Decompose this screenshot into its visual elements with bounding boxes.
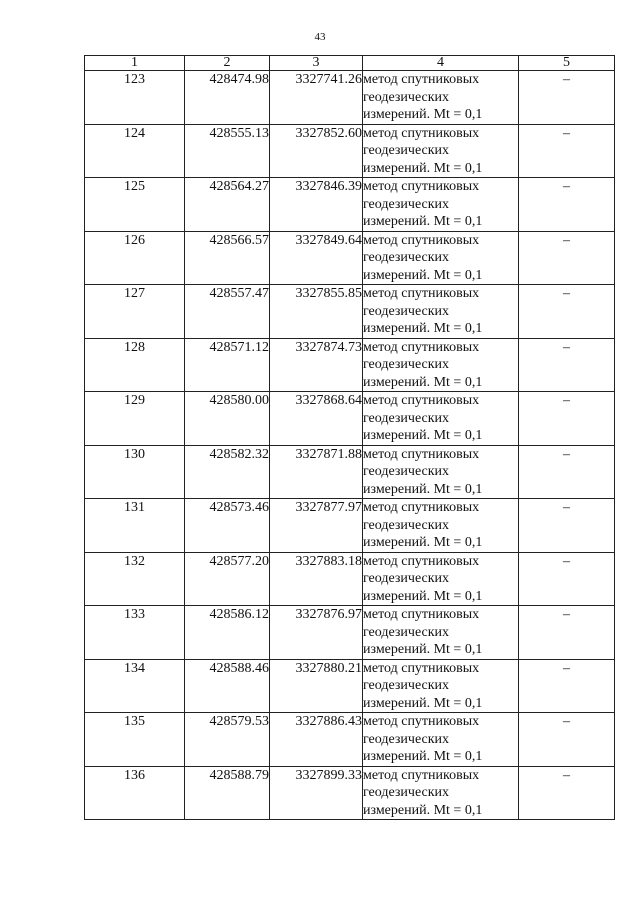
y-coordinate-cell: 3327883.18: [270, 552, 363, 606]
method-line: геодезических: [363, 571, 450, 586]
table-row: [85, 71, 615, 125]
x-coordinate-cell: 428577.20: [185, 552, 270, 606]
note-cell: –: [519, 71, 615, 125]
x-coordinate-cell: 428582.32: [185, 445, 270, 499]
point-number-cell: 133: [85, 606, 185, 660]
table-row: [85, 178, 615, 232]
method-line: метод спутниковых: [363, 500, 480, 515]
column-header-4: 4: [363, 56, 519, 71]
y-coordinate-cell: 3327846.39: [270, 178, 363, 232]
point-number-cell: 126: [85, 231, 185, 285]
column-header-5: 5: [519, 56, 615, 71]
point-number-cell: 125: [85, 178, 185, 232]
method-description-cell: [363, 499, 519, 553]
note-cell: –: [519, 499, 615, 553]
method-line: измерений. Mt = 0,1: [363, 642, 483, 657]
method-line: метод спутниковых: [363, 660, 480, 676]
column-header-3: 3: [270, 56, 363, 71]
method-line: измерений. Mt = 0,1: [363, 267, 483, 283]
x-coordinate-cell: 428579.53: [185, 713, 270, 767]
method-line: измерений. Mt = 0,1: [363, 428, 483, 443]
coordinates-table: [84, 55, 615, 820]
method-line: измерений. Mt = 0,1: [363, 695, 483, 711]
method-line: метод спутниковых: [363, 607, 480, 622]
point-number-cell: 135: [85, 713, 185, 767]
method-line: метод спутниковых: [363, 714, 480, 729]
header-row: [85, 56, 615, 71]
method-line: метод спутниковых: [363, 446, 480, 462]
method-line: геодезических: [363, 303, 450, 319]
x-coordinate-cell: 428566.57: [185, 231, 270, 285]
table-row: [85, 606, 615, 660]
point-number-cell: 128: [85, 338, 185, 392]
table-header: [85, 56, 615, 71]
note-cell: –: [519, 766, 615, 820]
method-line: измерений. Mt = 0,1: [363, 160, 483, 176]
method-line: измерений. Mt = 0,1: [363, 588, 483, 604]
x-coordinate-cell: 428557.47: [185, 285, 270, 339]
page-number: 43: [314, 31, 326, 43]
method-line: метод спутниковых: [363, 553, 480, 569]
y-coordinate-cell: 3327886.43: [270, 713, 363, 767]
note-cell: –: [519, 713, 615, 767]
method-line: метод спутниковых: [363, 125, 480, 141]
point-number-cell: 134: [85, 659, 185, 713]
method-line: измерений. Mt = 0,1: [363, 535, 483, 550]
method-description-cell: [363, 231, 519, 285]
table-row: [85, 659, 615, 713]
note-cell: –: [519, 338, 615, 392]
method-line: геодезических: [363, 89, 450, 105]
method-description-cell: [363, 606, 519, 660]
method-line: геодезических: [363, 357, 450, 372]
column-header-1: 1: [85, 56, 185, 71]
x-coordinate-cell: 428474.98: [185, 71, 270, 125]
method-line: геодезических: [363, 785, 450, 800]
table-row: [85, 552, 615, 606]
y-coordinate-cell: 3327868.64: [270, 392, 363, 446]
method-line: измерений. Mt = 0,1: [363, 749, 483, 764]
table-row: [85, 338, 615, 392]
x-coordinate-cell: 428588.79: [185, 766, 270, 820]
method-line: измерений. Mt = 0,1: [363, 374, 483, 390]
point-number-cell: 131: [85, 499, 185, 553]
method-line: геодезических: [363, 464, 450, 479]
method-line: метод спутниковых: [363, 339, 480, 355]
y-coordinate-cell: 3327741.26: [270, 71, 363, 125]
method-description-cell: [363, 766, 519, 820]
note-cell: –: [519, 445, 615, 499]
table-row: [85, 231, 615, 285]
x-coordinate-cell: 428555.13: [185, 124, 270, 178]
table-body: [85, 71, 615, 820]
y-coordinate-cell: 3327874.73: [270, 338, 363, 392]
table-row: [85, 392, 615, 446]
y-coordinate-cell: 3327876.97: [270, 606, 363, 660]
method-line: геодезических: [363, 196, 450, 212]
note-cell: –: [519, 178, 615, 232]
method-description-cell: [363, 552, 519, 606]
method-line: измерений. Mt = 0,1: [363, 321, 483, 336]
method-line: геодезических: [363, 624, 450, 640]
method-description-cell: [363, 445, 519, 499]
table-row: [85, 285, 615, 339]
method-description-cell: [363, 338, 519, 392]
table-row: [85, 445, 615, 499]
x-coordinate-cell: 428573.46: [185, 499, 270, 553]
y-coordinate-cell: 3327871.88: [270, 445, 363, 499]
note-cell: –: [519, 285, 615, 339]
y-coordinate-cell: 3327877.97: [270, 499, 363, 553]
method-description-cell: [363, 124, 519, 178]
method-line: геодезических: [363, 143, 450, 158]
point-number-cell: 124: [85, 124, 185, 178]
method-description-cell: [363, 285, 519, 339]
method-line: геодезических: [363, 517, 450, 533]
method-line: измерений. Mt = 0,1: [363, 107, 483, 122]
method-line: метод спутниковых: [363, 72, 480, 87]
note-cell: –: [519, 659, 615, 713]
method-description-cell: [363, 659, 519, 713]
method-description-cell: [363, 71, 519, 125]
y-coordinate-cell: 3327855.85: [270, 285, 363, 339]
note-cell: –: [519, 231, 615, 285]
method-line: метод спутниковых: [363, 286, 480, 301]
y-coordinate-cell: 3327899.33: [270, 766, 363, 820]
point-number-cell: 132: [85, 552, 185, 606]
method-line: метод спутниковых: [363, 393, 480, 408]
table-row: [85, 766, 615, 820]
y-coordinate-cell: 3327849.64: [270, 231, 363, 285]
x-coordinate-cell: 428580.00: [185, 392, 270, 446]
method-line: метод спутниковых: [363, 179, 480, 194]
x-coordinate-cell: 428571.12: [185, 338, 270, 392]
table-row: [85, 499, 615, 553]
method-line: геодезических: [363, 678, 450, 693]
method-description-cell: [363, 713, 519, 767]
method-line: метод спутниковых: [363, 767, 480, 783]
point-number-cell: 129: [85, 392, 185, 446]
point-number-cell: 136: [85, 766, 185, 820]
method-line: измерений. Mt = 0,1: [363, 481, 483, 497]
y-coordinate-cell: 3327852.60: [270, 124, 363, 178]
method-line: геодезических: [363, 410, 450, 426]
note-cell: –: [519, 552, 615, 606]
method-line: метод спутниковых: [363, 232, 480, 248]
point-number-cell: 127: [85, 285, 185, 339]
column-header-2: 2: [185, 56, 270, 71]
method-line: геодезических: [363, 731, 450, 747]
y-coordinate-cell: 3327880.21: [270, 659, 363, 713]
point-number-cell: 130: [85, 445, 185, 499]
method-description-cell: [363, 392, 519, 446]
note-cell: –: [519, 392, 615, 446]
point-number-cell: 123: [85, 71, 185, 125]
x-coordinate-cell: 428564.27: [185, 178, 270, 232]
table-row: [85, 713, 615, 767]
x-coordinate-cell: 428588.46: [185, 659, 270, 713]
method-description-cell: [363, 178, 519, 232]
note-cell: –: [519, 124, 615, 178]
method-line: измерений. Mt = 0,1: [363, 214, 483, 229]
note-cell: –: [519, 606, 615, 660]
table-row: [85, 124, 615, 178]
method-line: измерений. Mt = 0,1: [363, 802, 483, 818]
x-coordinate-cell: 428586.12: [185, 606, 270, 660]
method-line: геодезических: [363, 250, 450, 265]
